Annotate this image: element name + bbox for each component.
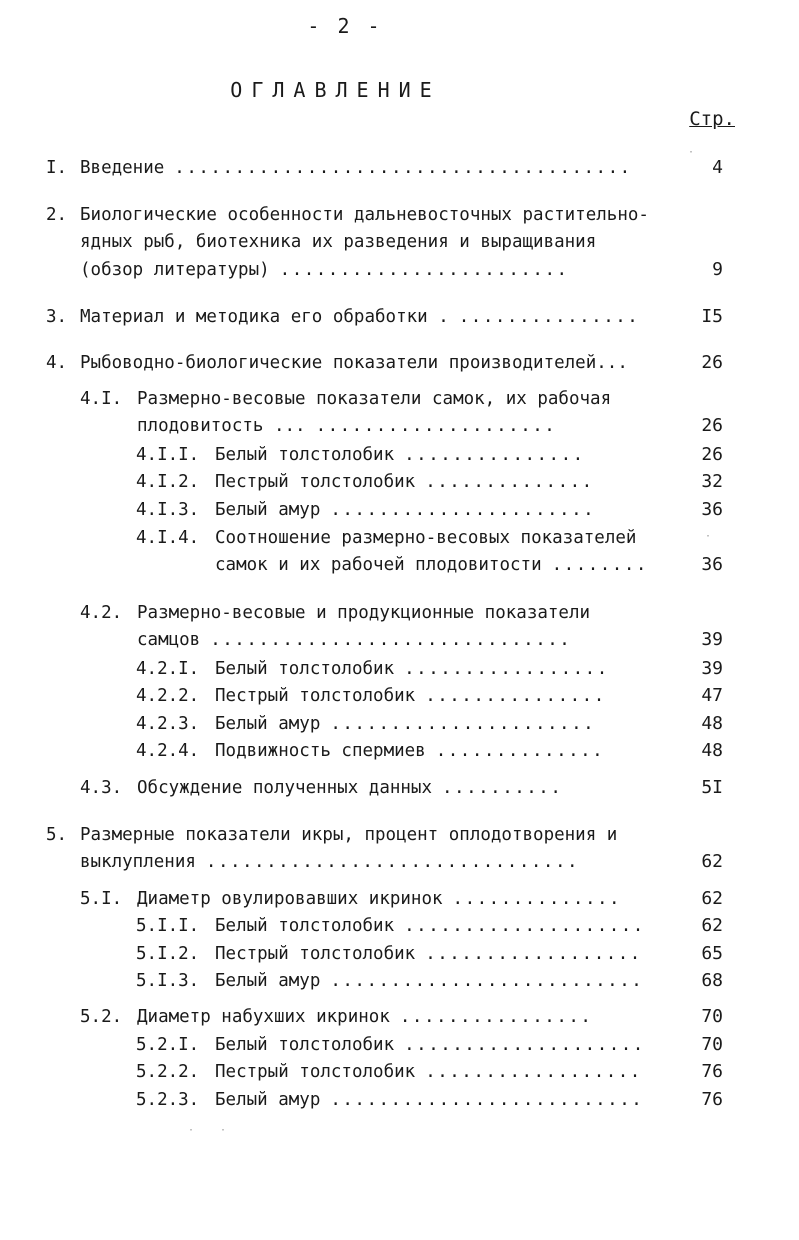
- toc-entry-title: Пестрый толстолобик: [215, 1062, 416, 1082]
- toc-entry-title: (обзор литературы): [80, 259, 270, 280]
- toc-entry-title: Подвижность спермиев: [215, 741, 426, 761]
- toc-dot-leader: ..................: [425, 1062, 642, 1082]
- toc-page-number: 36: [701, 554, 723, 576]
- toc-dot-leader: ....................: [404, 916, 645, 936]
- toc-page-number: 36: [701, 499, 723, 520]
- toc-dot-leader: ..........: [442, 778, 563, 798]
- toc-entry-number: 2.: [46, 205, 68, 225]
- toc-dot-leader: ....................: [315, 416, 557, 437]
- toc-dot-leader: ......................: [330, 500, 596, 520]
- toc-page-number: 62: [701, 851, 723, 873]
- toc-page-number: 70: [701, 1034, 723, 1055]
- toc-page-number: 26: [701, 352, 723, 373]
- toc-entry-number: 5.2.I.: [136, 1035, 200, 1055]
- toc-page-number: 70: [701, 1006, 723, 1027]
- toc-entry-number: 4.2.3.: [136, 714, 200, 734]
- toc-entry-number: 3.: [46, 307, 68, 327]
- toc-entry-number: 5.: [46, 825, 68, 845]
- toc-entry-title: Белый толстолобик: [215, 445, 395, 465]
- toc-page-number: 9: [712, 258, 723, 280]
- toc-page-number: 47: [701, 685, 723, 706]
- toc-entry-title: Материал и методика его обработки .: [80, 307, 449, 327]
- toc-page-number: 76: [701, 1061, 723, 1082]
- toc-page-number: 39: [701, 658, 723, 679]
- toc-page-number: 39: [701, 629, 723, 651]
- toc-entry-title: самок и их рабочей плодовитости: [215, 555, 542, 576]
- toc-page-number: 65: [701, 943, 723, 964]
- scan-speck: ·: [220, 1125, 227, 1136]
- toc-entry-title: Белый амур: [215, 1090, 321, 1110]
- toc-dot-leader: ......................................: [174, 158, 632, 178]
- toc-dot-leader: ..........................: [330, 1090, 644, 1110]
- toc-entry-number: 5.I.I.: [136, 916, 200, 936]
- toc-dot-leader: ...............................: [205, 852, 580, 873]
- toc-entry-number: 5.I.: [80, 889, 123, 909]
- toc-page-number: 32: [701, 471, 723, 492]
- toc-entry-number: 5.I.3.: [136, 971, 200, 991]
- toc-dot-leader: ...............: [425, 686, 606, 706]
- toc-dot-leader: ..............: [425, 472, 594, 492]
- toc-entry-title: Размерно-весовые показатели самок, их рабочая: [137, 389, 612, 409]
- scan-speck: ·: [188, 1125, 195, 1136]
- toc-entry-number: 4.2.: [80, 603, 123, 623]
- toc-dot-leader: ....................: [404, 1035, 645, 1055]
- toc-entry-number: 4.I.4.: [136, 528, 200, 548]
- toc-dot-leader: ..............: [435, 741, 605, 761]
- toc-dot-leader: ................: [399, 1007, 593, 1027]
- toc-page-number: 76: [701, 1089, 723, 1110]
- toc-entry-title: Пестрый толстолобик: [215, 944, 416, 964]
- toc-page-number: 5I: [701, 777, 723, 798]
- toc-entry-title: Белый толстолобик: [215, 659, 395, 679]
- toc-dot-leader: ..........................: [330, 971, 644, 991]
- toc-page-number: 26: [701, 415, 723, 437]
- toc-entry-title: Размерно-весовые и продукционные показатели: [137, 603, 591, 623]
- toc-entry-title: плодовитость ...: [137, 416, 306, 437]
- toc-entry-number: 5.I.2.: [136, 944, 200, 964]
- page-number: - 2 -: [307, 14, 383, 38]
- toc-entry-number: 4.2.I.: [136, 659, 200, 679]
- toc-page-number: 68: [701, 970, 723, 991]
- toc-page-number: 26: [701, 444, 723, 465]
- toc-entry-title: Обсуждение полученных данных: [137, 778, 433, 798]
- toc-page-number: 62: [701, 888, 723, 909]
- toc-entry-title: Белый амур: [215, 971, 321, 991]
- toc-entry-number: 4.2.2.: [136, 686, 200, 706]
- toc-dot-leader: ........................: [279, 259, 569, 280]
- toc-entry-title: Пестрый толстолобик: [215, 472, 416, 492]
- toc-entry-number: 4.2.4.: [136, 741, 200, 761]
- toc-entry-title: Белый толстолобик: [215, 1035, 395, 1055]
- toc-entry-title: выклупления: [80, 852, 196, 873]
- toc-entry-number: 5.2.3.: [136, 1090, 200, 1110]
- toc-entry-title: Диаметр набухших икринок: [137, 1007, 390, 1027]
- toc-entry-number: 5.2.2.: [136, 1062, 200, 1082]
- toc-dot-leader: ...............: [404, 445, 585, 465]
- toc-entry-title: Белый амур: [215, 500, 321, 520]
- toc-entry-number: 5.2.: [80, 1007, 123, 1027]
- toc-entry-title: Рыбоводно-биологические показатели производителей...: [80, 353, 628, 373]
- toc-page-number: 4: [712, 157, 723, 178]
- toc-dot-leader: ..............: [452, 889, 622, 909]
- toc-entry-title: самцов: [137, 630, 201, 651]
- scan-speck: ·: [688, 147, 695, 158]
- toc-entry-title: ядных рыб, биотехника их разведения и выращивания: [80, 232, 597, 253]
- toc-entry-title: Биологические особенности дальневосточных растительно-: [80, 205, 649, 225]
- toc-page-number: 62: [701, 915, 723, 936]
- toc-page-number: I5: [701, 306, 723, 327]
- toc-dot-leader: .................: [404, 659, 609, 679]
- toc-entry-title: Белый толстолобик: [215, 916, 395, 936]
- scan-speck: ·: [705, 531, 712, 542]
- toc-dot-leader: ......................: [330, 714, 596, 734]
- toc-entry-title: Введение: [80, 158, 165, 178]
- toc-entry-number: 4.3.: [80, 778, 123, 798]
- toc-entry-title: Соотношение размерно-весовых показателей: [215, 528, 637, 548]
- toc-entry-number: 4.I.2.: [136, 472, 200, 492]
- toc-entry-number: 4.I.3.: [136, 500, 200, 520]
- toc-entry-number: I.: [46, 158, 68, 178]
- toc-dot-leader: ........: [551, 555, 648, 576]
- toc-entry-title: Пестрый толстолобик: [215, 686, 416, 706]
- toc-entry-title: Белый амур: [215, 714, 321, 734]
- toc-entry-number: 4.I.: [80, 389, 123, 409]
- page-title: ОГЛАВЛЕНИЕ: [230, 78, 441, 102]
- toc-dot-leader: ..............................: [210, 630, 572, 651]
- toc-entry-number: 4.I.I.: [136, 445, 200, 465]
- page-column-header: Стр.: [689, 108, 735, 130]
- toc-entry-number: 4.: [46, 353, 68, 373]
- toc-page-number: 48: [701, 713, 723, 734]
- toc-page-number: 48: [701, 740, 723, 761]
- toc-dot-leader: ..................: [425, 944, 642, 964]
- toc-entry-title: Диаметр овулировавших икринок: [137, 889, 443, 909]
- toc-dot-leader: ...............: [458, 307, 640, 327]
- toc-entry-title: Размерные показатели икры, процент оплодотворения и: [80, 825, 618, 845]
